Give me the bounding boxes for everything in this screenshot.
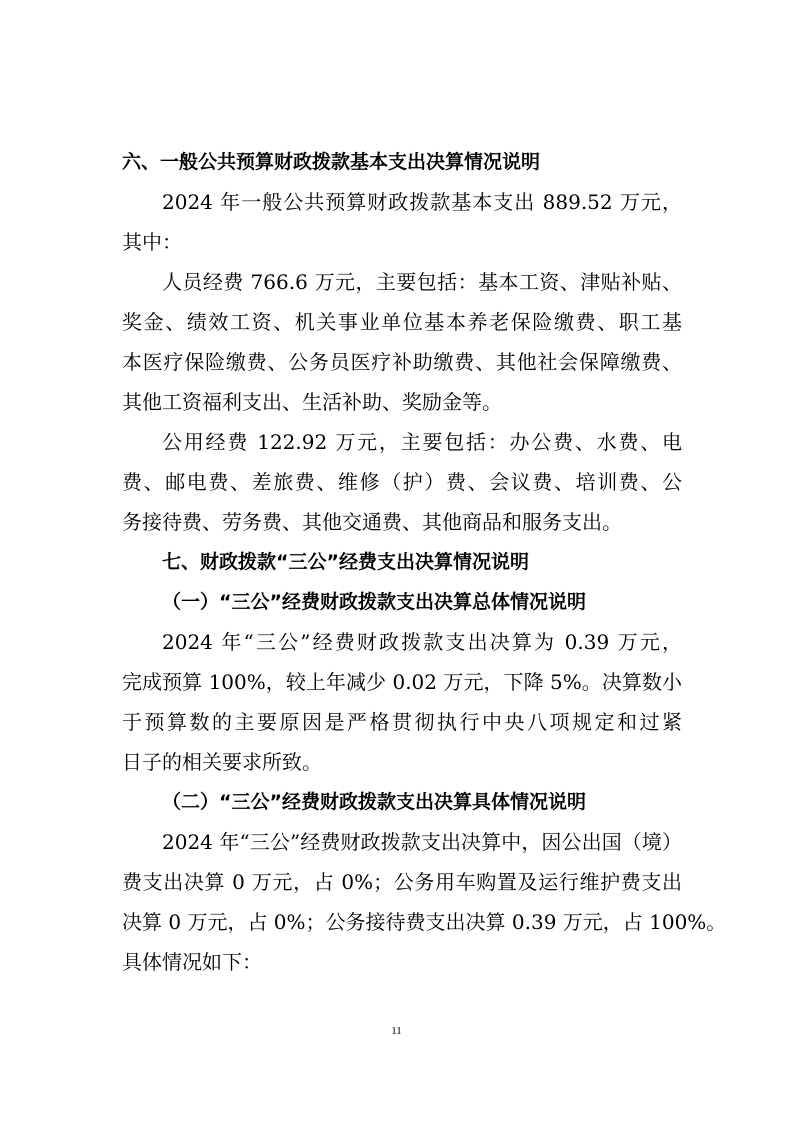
paragraph-line: 其他工资福利支出、生活补助、奖励金等。 [122, 390, 502, 414]
paragraph-line: 完成预算 100%，较上年减少 0.02 万元，下降 5%。决算数小 [122, 670, 682, 694]
paragraph-line: 2024 年“三公”经费财政拨款支出决算为 0.39 万元， [162, 630, 682, 654]
paragraph-line: 具体情况如下： [122, 950, 262, 974]
section-6-heading: 六、一般公共预算财政拨款基本支出决算情况说明 [122, 151, 541, 173]
paragraph-line: 人员经费 766.6 万元，主要包括：基本工资、津贴补贴、 [162, 270, 682, 294]
page-number: 11 [391, 1025, 402, 1037]
paragraph-line: 2024 年一般公共预算财政拨款基本支出 889.52 万元， [162, 190, 682, 214]
paragraph-line: 务接待费、劳务费、其他交通费、其他商品和服务支出。 [122, 510, 622, 534]
paragraph-line: 公用经费 122.92 万元，主要包括：办公费、水费、电 [162, 430, 682, 454]
subsection-heading: （二）“三公”经费财政拨款支出决算具体情况说明 [162, 791, 586, 813]
section-7-heading: 七、财政拨款“三公”经费支出决算情况说明 [162, 551, 529, 573]
paragraph-line: 费支出决算 0 万元，占 0%；公务用车购置及运行维护费支出 [122, 870, 682, 894]
subsection-heading: （一）“三公”经费财政拨款支出决算总体情况说明 [162, 591, 586, 613]
paragraph-line: 决算 0 万元，占 0%；公务接待费支出决算 0.39 万元，占 100%。 [122, 910, 727, 934]
paragraph-line: 本医疗保险缴费、公务员医疗补助缴费、其他社会保障缴费、 [122, 350, 682, 374]
paragraph-line: 于预算数的主要原因是严格贯彻执行中央八项规定和过紧 [122, 710, 682, 734]
paragraph-line: 奖金、绩效工资、机关事业单位基本养老保险缴费、职工基 [122, 310, 682, 334]
paragraph-line: 其中： [122, 230, 182, 254]
paragraph-line: 费、邮电费、差旅费、维修（护）费、会议费、培训费、公 [122, 470, 682, 494]
paragraph-line: 日子的相关要求所致。 [122, 750, 322, 774]
paragraph-line: 2024 年“三公”经费财政拨款支出决算中，因公出国（境） [162, 830, 682, 854]
